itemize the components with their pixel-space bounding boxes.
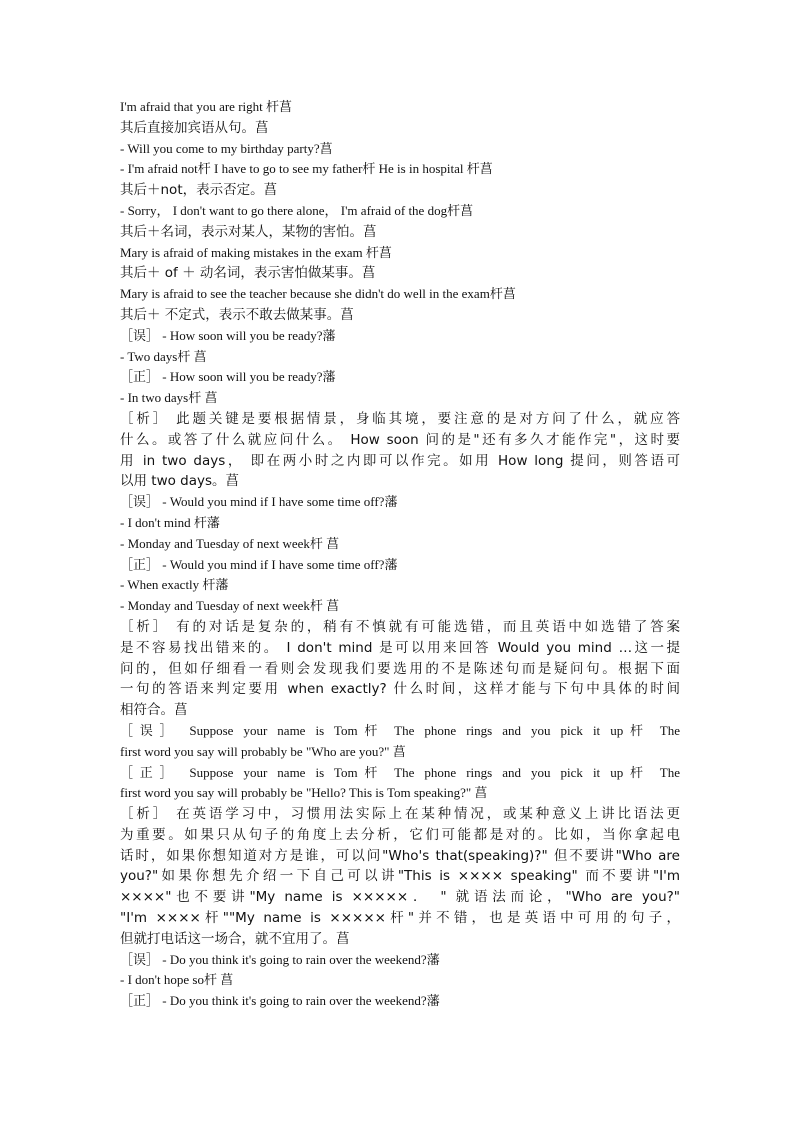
text-line: ［析］ 此题关键是要根据情景，身临其境，要注意的是对方问了什么，就应答 — [120, 410, 680, 427]
text-line: I'm afraid that you are right 杆菖 — [120, 99, 293, 114]
text-line: ［正］ Suppose your name is Tom杆 The phone rings and you pick it up杆 The — [120, 764, 680, 780]
text-line: 但就打电话这一场合，就不宜用了。菖 — [120, 930, 350, 947]
text-line: ［正］ - How soon will you be ready?藩 — [120, 369, 336, 385]
text-line: first word you say will probably be "Who are you?" 菖 — [120, 743, 406, 759]
text-line: 其后＋名词，表示对某人，某物的害怕。菖 — [120, 223, 377, 240]
text-line: 用 in two days， 即在两小时之内即可以作完。如用 How long 提问，则答语可 — [120, 452, 680, 469]
text-line: 什么。或答了什么就应问什么。 How soon 问的是"还有多久才能作完"，这时要 — [120, 431, 680, 448]
text-line: 是不容易找出错来的。 I don't mind 是可以用来回答 Would you mind …这一提 — [120, 639, 680, 656]
text-line: 其后＋ 不定式，表示不敢去做某事。菖 — [120, 306, 354, 323]
text-line: 问的，但如仔细看一看则会发现我们要选用的不是陈述句而是疑问句。根据下面 — [120, 660, 680, 677]
text-line: ［误］ - How soon will you be ready?藩 — [120, 327, 336, 343]
text-line: ［误］ Suppose your name is Tom杆 The phone rings and you pick it up杆 The — [120, 722, 680, 738]
text-line: 其后＋ of ＋ 动名词，表示害怕做某事。菖 — [120, 265, 376, 282]
text-line: 其后直接加宾语从句。菖 — [120, 119, 269, 136]
text-line: - When exactly 杆藩 — [120, 577, 229, 593]
text-line: ［正］ - Would you mind if I have some time off?藩 — [120, 556, 398, 572]
text-line: - I don't mind 杆藩 — [120, 514, 220, 530]
text-line: ［误］ - Would you mind if I have some time off?藩 — [120, 494, 398, 510]
text-line: "I'm ××××杆""My name is ×××××杆"并不错，也是英语中可用的句子， — [120, 910, 680, 927]
text-line: 为重要。如果只从句子的角度上去分析，它们可能都是对的。比如，当你拿起电 — [120, 826, 680, 843]
text-line: first word you say will probably be "Hello? This is Tom speaking?" 菖 — [120, 785, 488, 801]
text-line: - In two days杆 菖 — [120, 390, 218, 406]
text-line: 其后＋not，表示否定。菖 — [120, 182, 278, 199]
text-line: 话时，如果你想知道对方是谁，可以问"Who's that(speaking)?" 但不要讲"Who are — [120, 847, 680, 864]
text-line: 以用 two days。菖 — [120, 473, 240, 490]
text-line: ［误］ - Do you think it's going to rain over the weekend?藩 — [120, 951, 440, 967]
text-line: Mary is afraid of making mistakes in the exam 杆菖 — [120, 244, 392, 260]
text-line: 相符合。菖 — [120, 702, 188, 719]
text-line: ××××"也不要讲"My name is ×××××． " 就语法而论，"Who are you?" — [120, 889, 680, 906]
text-line: ［析］ 有的对话是复杂的，稍有不慎就有可能选错，而且英语中如选错了答案 — [120, 618, 680, 635]
text-line: - Sorry， I don't want to go there alone， I'm afraid of the dog杆菖 — [120, 202, 474, 218]
text-line: 一句的答语来判定要用 when exactly? 什么时间，这样才能与下句中具体的时间 — [120, 681, 680, 698]
text-line: you?"如果你想先介绍一下自己可以讲"This is ×××× speaking" 而不要讲"I'm — [120, 868, 680, 885]
text-line: - Two days杆 菖 — [120, 348, 207, 364]
text-line: Mary is afraid to see the teacher because she didn't do well in the exam杆菖 — [120, 286, 516, 302]
text-line: - Monday and Tuesday of next week杆 菖 — [120, 598, 340, 614]
text-line: - Monday and Tuesday of next week杆 菖 — [120, 535, 340, 551]
text-line: - I don't hope so杆 菖 — [120, 972, 234, 988]
text-line: ［正］ - Do you think it's going to rain over the weekend?藩 — [120, 993, 440, 1009]
text-line: - Will you come to my birthday party?菖 — [120, 140, 333, 156]
text-line: - I'm afraid not杆 I have to go to see my father杆 He is in hospital 杆菖 — [120, 161, 493, 177]
text-line: ［析］ 在英语学习中，习惯用法实际上在某种情况，或某种意义上讲比语法更 — [120, 806, 680, 823]
document-page — [120, 97, 680, 1012]
